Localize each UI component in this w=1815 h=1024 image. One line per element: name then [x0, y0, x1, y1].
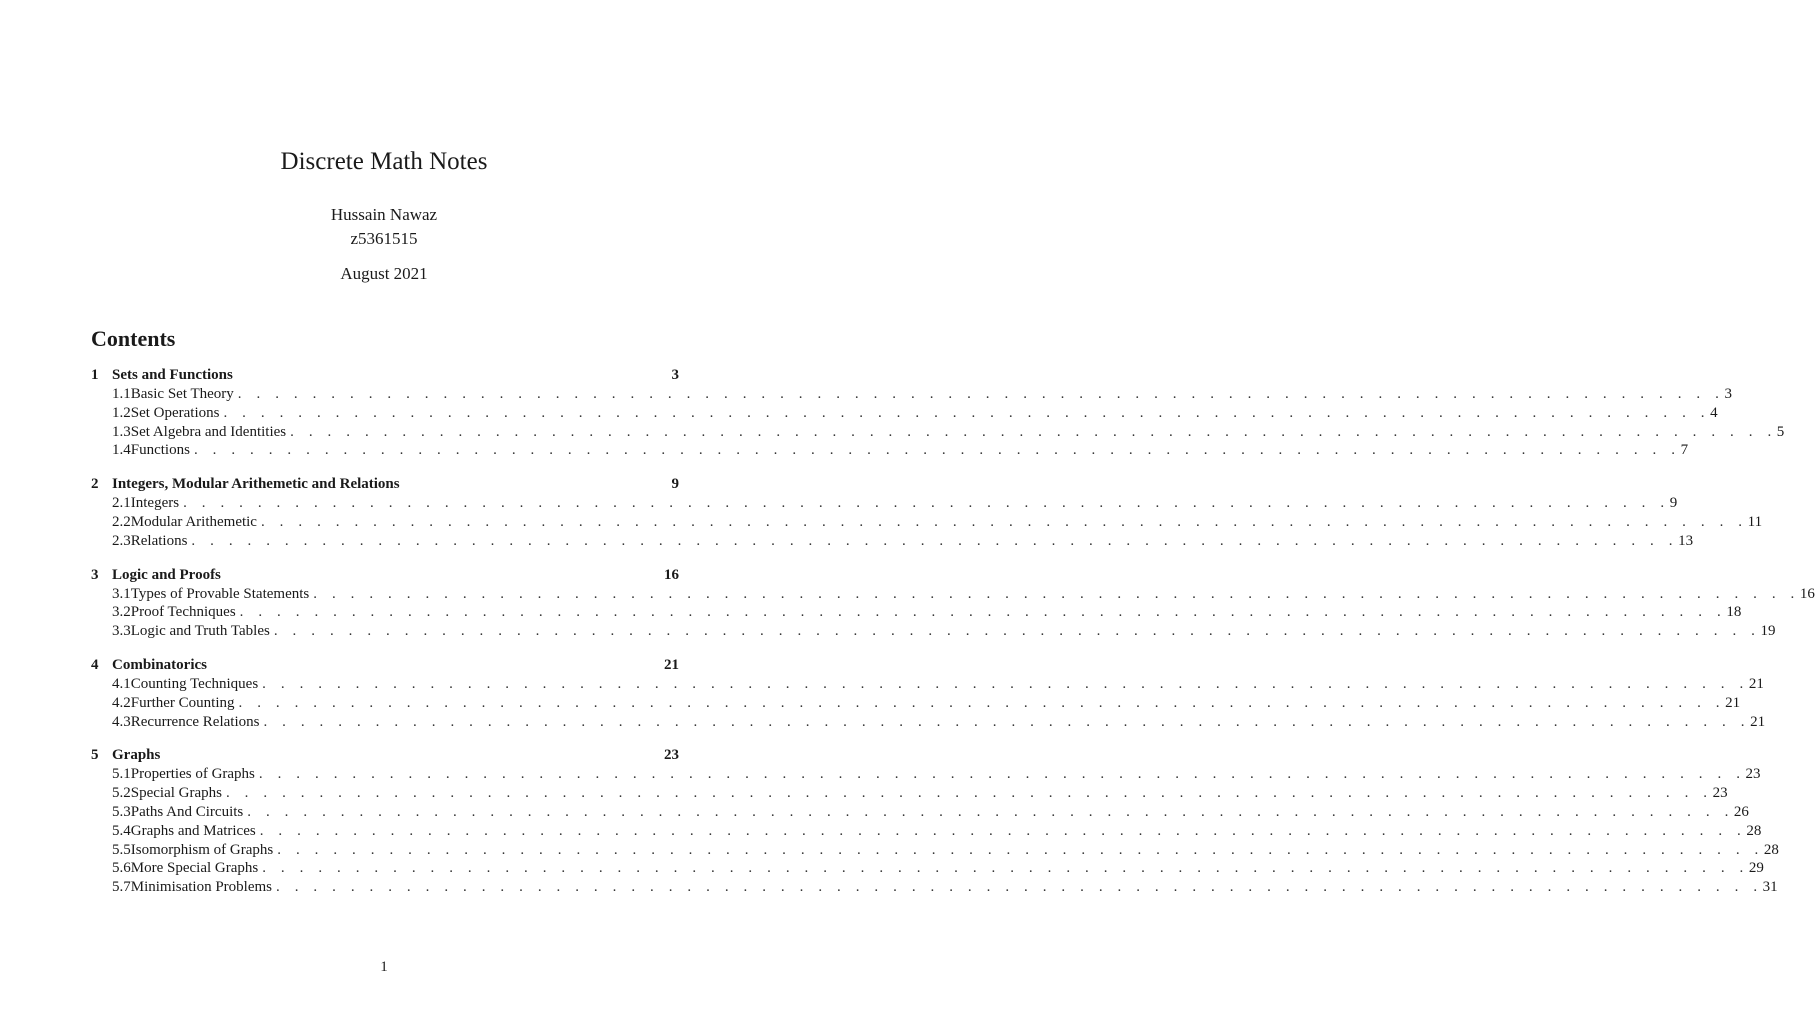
dot-leader: . . . . . . . . . . . . . . . . . . . . . . . . . . . . . . . . . . . . . . . . . . . . . . . . . . . . . . . . . . . . . . . . . . . . . . . . . . . . . . . .	[183, 495, 1670, 512]
subsection-title: Types of Provable Statements	[130, 585, 310, 602]
subsection-page-number: 23	[1745, 766, 1761, 783]
toc-subsection-entry[interactable]	[91, 675, 1764, 694]
student-id: z5361515	[350, 229, 418, 248]
toc-subsection-entry[interactable]	[91, 694, 1741, 713]
subsection-page-number: 28	[1763, 841, 1779, 858]
toc-section-entry[interactable]	[91, 566, 679, 585]
toc-section-entry[interactable]	[91, 656, 679, 675]
subsection-number: 2.2	[112, 513, 131, 530]
subsection-page-number: 31	[1762, 879, 1778, 896]
subsection-title: Proof Techniques	[130, 604, 236, 621]
subsection-page-number: 18	[1726, 604, 1742, 621]
subsection-title: Isomorphism of Graphs	[130, 841, 274, 858]
dot-leader: . . . . . . . . . . . . . . . . . . . . . . . . . . . . . . . . . . . . . . . . . . . . . . . . . . . . . . . . . . . . . . . . . . . . . . . . . . . . . . . .	[273, 623, 1761, 640]
section-number: 1	[91, 367, 99, 383]
toc-section-entry[interactable]	[91, 366, 679, 385]
author-name: Hussain Nawaz	[330, 205, 438, 224]
subsection-title: Set Operations	[130, 404, 220, 421]
subsection-title: Properties of Graphs	[130, 766, 255, 783]
subsection-page-number: 7	[1680, 442, 1689, 459]
subsection-page-number: 9	[1669, 495, 1678, 512]
toc-section	[91, 366, 1785, 460]
toc-subsection-entry[interactable]	[91, 603, 1742, 622]
toc-subsection-entry[interactable]	[91, 822, 1762, 841]
subsection-number: 2.1	[112, 495, 131, 512]
dot-leader: . . . . . . . . . . . . . . . . . . . . . . . . . . . . . . . . . . . . . . . . . . . . . . . . . . . . . . . . . . . . . . . . . . . . . . . . . . . . . . . .	[258, 766, 1746, 783]
section-title: Graphs	[112, 747, 161, 764]
subsection-number: 4.2	[112, 694, 131, 711]
dot-leader: . . . . . . . . . . . . . . . . . . . . . . . . . . . . . . . . . . . . . . . . . . . . . . . . . . . . . . . . . . . . . . . . . . . . . . . . . . . . . . . .	[263, 713, 1751, 730]
toc-subsection-entry[interactable]	[91, 441, 1689, 460]
toc-subsection-entry[interactable]	[91, 404, 1718, 423]
section-page-number: 9	[671, 476, 679, 493]
subsection-title: Logic and Truth Tables	[130, 623, 270, 640]
subsection-page-number: 19	[1760, 623, 1776, 640]
dot-leader: . . . . . . . . . . . . . . . . . . . . . . . . . . . . . . . . . . . . . . . . . . . . . . . . . . . . . . . . . . . . . . . . . . . . . . . . . . . . . . . .	[262, 860, 1749, 877]
dot-leader: . . . . . . . . . . . . . . . . . . . . . . . . . . . . . . . . . . . . . . . . . . . . . . . . . . . . . . . . . . . . . . . . . . . . . . . . . . . . . . . .	[238, 694, 1726, 711]
subsection-number: 2.3	[112, 532, 131, 549]
subsection-title: Recurrence Relations	[130, 713, 260, 730]
dot-leader: . . . . . . . . . . . . . . . . . . . . . . . . . . . . . . . . . . . . . . . . . . . . . . . . . . . . . . . . . . . . . . . . . . . . . . . . . . . . . . . .	[290, 423, 1777, 440]
dot-leader: . . . . . . . . . . . . . . . . . . . . . . . . . . . . . . . . . . . . . . . . . . . . . . . . . . . . . . . . . . . . . . . . . . . . . . . . . . . . . . . .	[239, 604, 1727, 621]
toc-section	[91, 566, 1815, 641]
section-title: Logic and Proofs	[112, 566, 221, 583]
subsection-page-number: 21	[1725, 694, 1741, 711]
subsection-number: 3.1	[112, 585, 131, 602]
subsection-page-number: 23	[1712, 785, 1728, 802]
dot-leader: . . . . . . . . . . . . . . . . . . . . . . . . . . . . . . . . . . . . . . . . . . . . . . . . . . . . . . . . . . . . . . . . . . . . . . . . . . . . . . . .	[313, 585, 1800, 602]
subsection-title: Paths And Circuits	[130, 803, 244, 820]
subsection-number: 5.3	[112, 803, 131, 820]
subsection-number: 5.7	[112, 879, 131, 896]
subsection-page-number: 11	[1747, 513, 1763, 530]
dot-leader: . . . . . . . . . . . . . . . . . . . . . . . . . . . . . . . . . . . . . . . . . . . . . . . . . . . . . . . . . . . . . . . . . . . . . . . . . . . . . . . .	[260, 513, 1748, 530]
toc-section-entry[interactable]	[91, 475, 679, 494]
toc-subsection-entry[interactable]	[91, 765, 1761, 784]
section-page-number: 21	[664, 656, 679, 673]
subsection-number: 1.3	[112, 423, 131, 440]
section-title: Integers, Modular Arithemetic and Relations	[112, 476, 400, 493]
subsection-number: 4.1	[112, 675, 131, 692]
dot-leader: . . . . . . . . . . . . . . . . . . . . . . . . . . . . . . . . . . . . . . . . . . . . . . . . . . . . . . . . . . . . . . . . . . . . . . . . . . . . . . . .	[237, 386, 1725, 402]
section-number: 3	[91, 566, 99, 583]
subsection-page-number: 26	[1733, 803, 1749, 820]
subsection-title: Counting Techniques	[130, 675, 259, 692]
subsection-number: 5.5	[112, 841, 131, 858]
subsection-title: Relations	[130, 532, 188, 549]
subsection-number: 5.2	[112, 785, 131, 802]
toc-subsection-entry[interactable]	[91, 859, 1764, 878]
subsection-page-number: 16	[1799, 585, 1815, 602]
subsection-page-number: 28	[1746, 822, 1762, 839]
toc-subsection-entry[interactable]	[91, 585, 1815, 604]
toc-subsection-entry[interactable]	[91, 841, 1779, 860]
dot-leader: . . . . . . . . . . . . . . . . . . . . . . . . . . . . . . . . . . . . . . . . . . . . . . . . . . . . . . . . . . . . . . . . . . . . . . . . . . . . . . . .	[191, 532, 1679, 549]
subsection-title: Modular Arithemetic	[130, 513, 257, 530]
section-page-number: 23	[664, 747, 679, 764]
dot-leader: . . . . . . . . . . . . . . . . . . . . . . . . . . . . . . . . . . . . . . . . . . . . . . . . . . . . . . . . . . . . . . . . . . . . . . . . . . . . . . . .	[276, 879, 1763, 896]
dot-leader: . . . . . . . . . . . . . . . . . . . . . . . . . . . . . . . . . . . . . . . . . . . . . . . . . . . . . . . . . . . . . . . . . . . . . . . . . . . . . . . .	[259, 822, 1747, 839]
subsection-page-number: 4	[1710, 404, 1718, 421]
toc-subsection-entry[interactable]	[91, 803, 1749, 822]
toc-subsection-entry[interactable]	[91, 622, 1776, 641]
subsection-title: More Special Graphs	[130, 860, 259, 877]
toc-section	[91, 656, 1766, 731]
subsection-title: Further Counting	[130, 694, 235, 711]
document-date: August 2021	[340, 264, 428, 283]
document-title: Discrete Math Notes	[280, 148, 488, 175]
toc-subsection-entry[interactable]	[91, 878, 1778, 897]
section-number: 5	[91, 747, 99, 764]
subsection-page-number: 21	[1750, 713, 1766, 730]
dot-leader: . . . . . . . . . . . . . . . . . . . . . . . . . . . . . . . . . . . . . . . . . . . . . . . . . . . . . . . . . . . . . . . . . . . . . . . . . . . . . . . .	[277, 841, 1764, 858]
toc-section	[91, 746, 1779, 897]
subsection-title: Functions	[130, 442, 190, 459]
subsection-page-number: 13	[1678, 532, 1694, 549]
page-number: 1	[380, 959, 388, 975]
subsection-title: Graphs and Matrices	[130, 822, 256, 839]
dot-leader: . . . . . . . . . . . . . . . . . . . . . . . . . . . . . . . . . . . . . . . . . . . . . . . . . . . . . . . . . . . . . . . . . . . . . . . . . . . . . . . .	[225, 785, 1713, 802]
toc-subsection-entry[interactable]	[91, 494, 1678, 513]
toc-subsection-entry[interactable]	[91, 513, 1763, 532]
table-of-contents	[91, 366, 1815, 912]
contents-heading: Contents	[91, 326, 176, 351]
dot-leader: . . . . . . . . . . . . . . . . . . . . . . . . . . . . . . . . . . . . . . . . . . . . . . . . . . . . . . . . . . . . . . . . . . . . . . . . . . . . . . . .	[193, 442, 1681, 459]
subsection-number: 3.2	[112, 604, 131, 621]
subsection-title: Special Graphs	[130, 785, 222, 802]
subsection-page-number: 29	[1748, 860, 1764, 877]
subsection-page-number: 21	[1748, 675, 1764, 692]
section-number: 2	[91, 476, 99, 493]
section-title: Sets and Functions	[112, 367, 233, 383]
subsection-page-number: 3	[1724, 386, 1732, 402]
subsection-number: 5.1	[112, 766, 131, 783]
subsection-page-number: 5	[1776, 423, 1785, 440]
subsection-number: 1.4	[112, 442, 131, 459]
section-title: Combinatorics	[112, 656, 207, 673]
section-page-number: 3	[671, 367, 679, 383]
subsection-title: Set Algebra and Identities	[130, 423, 287, 440]
toc-subsection-entry[interactable]	[91, 385, 1732, 404]
subsection-title: Integers	[130, 495, 180, 512]
toc-subsection-entry[interactable]	[91, 784, 1728, 803]
toc-subsection-entry[interactable]	[91, 532, 1694, 551]
section-number: 4	[91, 656, 99, 673]
subsection-number: 1.1	[112, 386, 131, 402]
subsection-number: 5.6	[112, 860, 131, 877]
subsection-number: 5.4	[112, 822, 131, 839]
toc-section-entry[interactable]	[91, 746, 679, 765]
toc-subsection-entry[interactable]	[91, 713, 1766, 732]
toc-section	[91, 475, 1763, 550]
dot-leader: . . . . . . . . . . . . . . . . . . . . . . . . . . . . . . . . . . . . . . . . . . . . . . . . . . . . . . . . . . . . . . . . . . . . . . . . . . . . . . . .	[262, 675, 1749, 692]
subsection-number: 1.2	[112, 404, 131, 421]
toc-subsection-entry[interactable]	[91, 423, 1785, 442]
subsection-title: Basic Set Theory	[130, 386, 234, 402]
subsection-number: 3.3	[112, 623, 131, 640]
dot-leader: . . . . . . . . . . . . . . . . . . . . . . . . . . . . . . . . . . . . . . . . . . . . . . . . . . . . . . . . . . . . . . . . . . . . . . . . . . . . . . . .	[247, 803, 1734, 820]
subsection-number: 4.3	[112, 713, 131, 730]
dot-leader: . . . . . . . . . . . . . . . . . . . . . . . . . . . . . . . . . . . . . . . . . . . . . . . . . . . . . . . . . . . . . . . . . . . . . . . . . . . . . . . .	[223, 404, 1711, 421]
subsection-title: Minimisation Problems	[130, 879, 273, 896]
section-page-number: 16	[664, 566, 679, 583]
